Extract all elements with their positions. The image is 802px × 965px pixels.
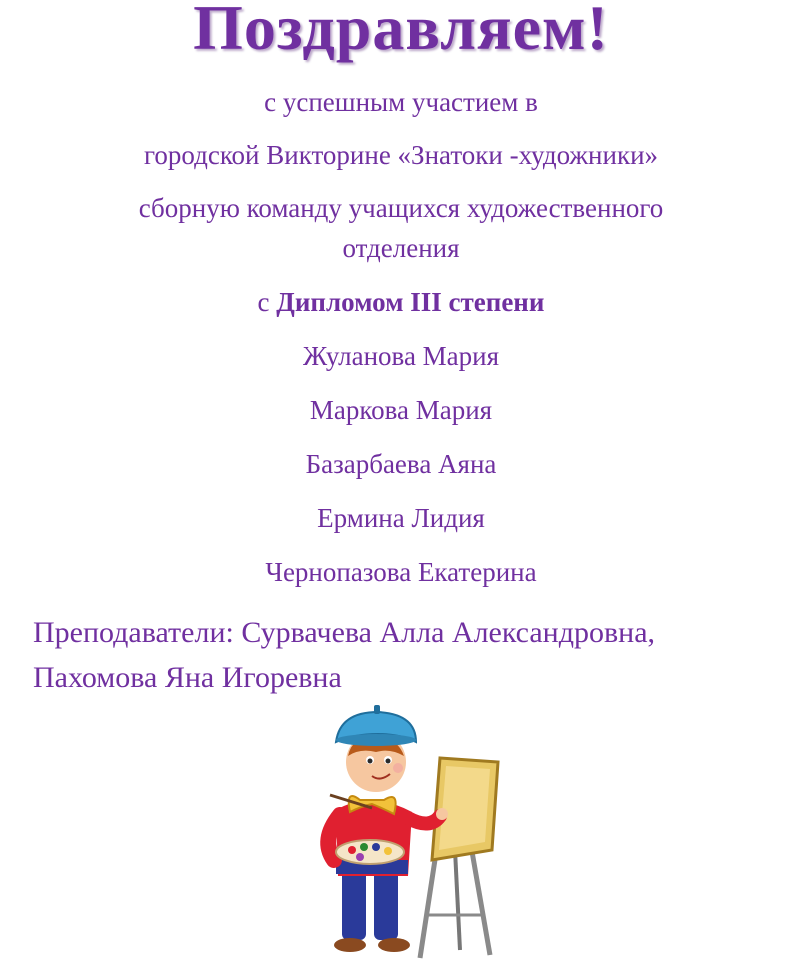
- student-name: Жуланова Мария: [302, 341, 500, 371]
- diploma-line: [0, 286, 802, 318]
- diploma-prefix: с: [257, 287, 277, 317]
- teachers-line-2: Пахомова Яна Игоревна: [33, 661, 342, 694]
- teachers-block: [33, 610, 793, 700]
- student-name: Маркова Мария: [309, 395, 493, 425]
- department-line: отделения: [342, 233, 460, 263]
- participation-line: с успешным участием в: [264, 87, 538, 117]
- quiz-name-line: городской Викторине «Знатоки -художники»: [143, 140, 659, 170]
- diploma-degree: Дипломом III степени: [276, 287, 545, 317]
- teachers-line-1: Преподаватели: Сурвачева Алла Александровна,: [33, 616, 656, 649]
- student-name: Базарбаева Аяна: [305, 449, 497, 479]
- boy-painter-at-easel-icon: [300, 700, 520, 960]
- page-title: Поздравляем!: [193, 0, 609, 63]
- student-name: Ермина Лидия: [317, 503, 485, 533]
- team-line: сборную команду учащихся художественного: [138, 193, 664, 223]
- student-name: Чернопазова Екатерина: [265, 557, 537, 587]
